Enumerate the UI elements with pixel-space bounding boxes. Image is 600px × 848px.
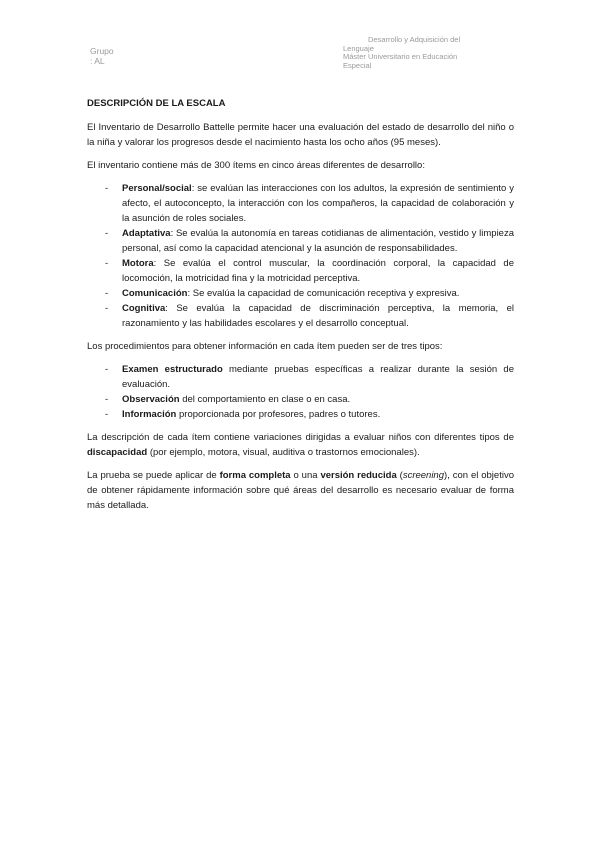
area-term: Motora (122, 258, 154, 269)
list-item (87, 226, 514, 256)
dash-marker: - (105, 183, 109, 194)
dash-marker: - (105, 394, 109, 405)
paragraph-text: ), con el objetivo de obtener rápidamente información sobre qué áreas del desarrollo es necesario evaluar de forma más detallada. (87, 470, 514, 511)
paragraph-versions (87, 468, 514, 513)
dash-marker: - (105, 303, 109, 314)
header-right-line1: Desarrollo y Adquisición del (368, 35, 461, 44)
paragraph-text: La descripción de cada ítem contiene variaciones dirigidas a evaluar niños con diferentes tipos de (87, 432, 514, 443)
bold-term: versión reducida (320, 470, 397, 481)
header-right-line4: Especial (343, 60, 372, 70)
header-left-line1: Grupo (90, 46, 114, 56)
area-text: : Se evalúa la capacidad de discriminación perceptiva, la memoria, el razonamiento y las habilidades escolares y el desarrollo conceptual. (122, 303, 514, 329)
dash-marker: - (105, 288, 109, 299)
list-item (87, 301, 514, 331)
area-text: : Se evalúa la capacidad de comunicación receptiva y expresiva. (187, 288, 460, 299)
paragraph-areas-intro: El inventario contiene más de 300 ítems en cinco áreas diferentes de desarrollo: (87, 160, 425, 171)
area-term: Cognitiva (122, 303, 166, 314)
italic-term: screening (402, 470, 445, 481)
area-text: : Se evalúa la autonomía en tareas cotidianas de alimentación, vestido y limpieza personal, así como la capacidad atencional y la asunción de responsabilidades. (122, 228, 514, 254)
header-left-line2: : AL (90, 56, 105, 66)
paragraph-text: ( (396, 470, 403, 481)
paragraph-text: o una (290, 470, 321, 481)
dash-marker: - (105, 228, 109, 239)
dash-marker: - (105, 258, 109, 269)
list-item (87, 286, 514, 301)
procedure-term: Examen estructurado (122, 364, 223, 375)
paragraph-intro: El Inventario de Desarrollo Battelle permite hacer una evaluación del estado de desarrollo del niño o la niña y valorar los progresos desde el nacimiento hasta los ocho años (95 meses). (87, 122, 514, 148)
areas-list (87, 181, 514, 331)
bold-term: discapacidad (87, 447, 148, 458)
list-item (87, 392, 514, 407)
header-group-label (90, 46, 114, 66)
paragraph-procedures-intro: Los procedimientos para obtener información en cada ítem pueden ser de tres tipos: (87, 341, 443, 352)
paragraph-text: (por ejemplo, motora, visual, auditiva o trastornos emocionales). (147, 447, 420, 458)
area-text: : se evalúan las interacciones con los adultos, la expresión de sentimiento y afecto, el autoconcepto, la interacción con los compañeros, la capacidad de colaboración y la asunción de roles sociales. (122, 183, 514, 224)
procedure-term: Información (122, 409, 177, 420)
header-right-line3: Máster Universitario en Educación (343, 52, 458, 62)
procedure-text: proporcionada por profesores, padres o tutores. (176, 409, 381, 420)
area-text: : Se evalúa el control muscular, la coordinación corporal, la capacidad de locomoción, la motricidad fina y la motricidad perceptiva. (122, 258, 514, 284)
paragraph-disability (87, 430, 514, 460)
procedure-text: mediante pruebas específicas a realizar durante la sesión de evaluación. (122, 364, 514, 390)
dash-marker: - (105, 364, 109, 375)
header-course-info (343, 36, 513, 70)
bold-term: forma completa (219, 470, 291, 481)
dash-marker: - (105, 409, 109, 420)
list-item (87, 181, 514, 226)
procedure-text: del comportamiento en clase o en casa. (179, 394, 351, 405)
document-body (87, 96, 514, 513)
header-right-line2: Lenguaje (343, 43, 374, 53)
list-item (87, 256, 514, 286)
procedures-list (87, 362, 514, 422)
section-title: DESCRIPCIÓN DE LA ESCALA (87, 98, 226, 109)
procedure-term: Observación (122, 394, 180, 405)
area-term: Personal/social (122, 183, 192, 194)
area-term: Comunicación (122, 288, 188, 299)
paragraph-text: La prueba se puede aplicar de (87, 470, 220, 481)
area-term: Adaptativa (122, 228, 171, 239)
list-item (87, 362, 514, 392)
list-item (87, 407, 514, 422)
